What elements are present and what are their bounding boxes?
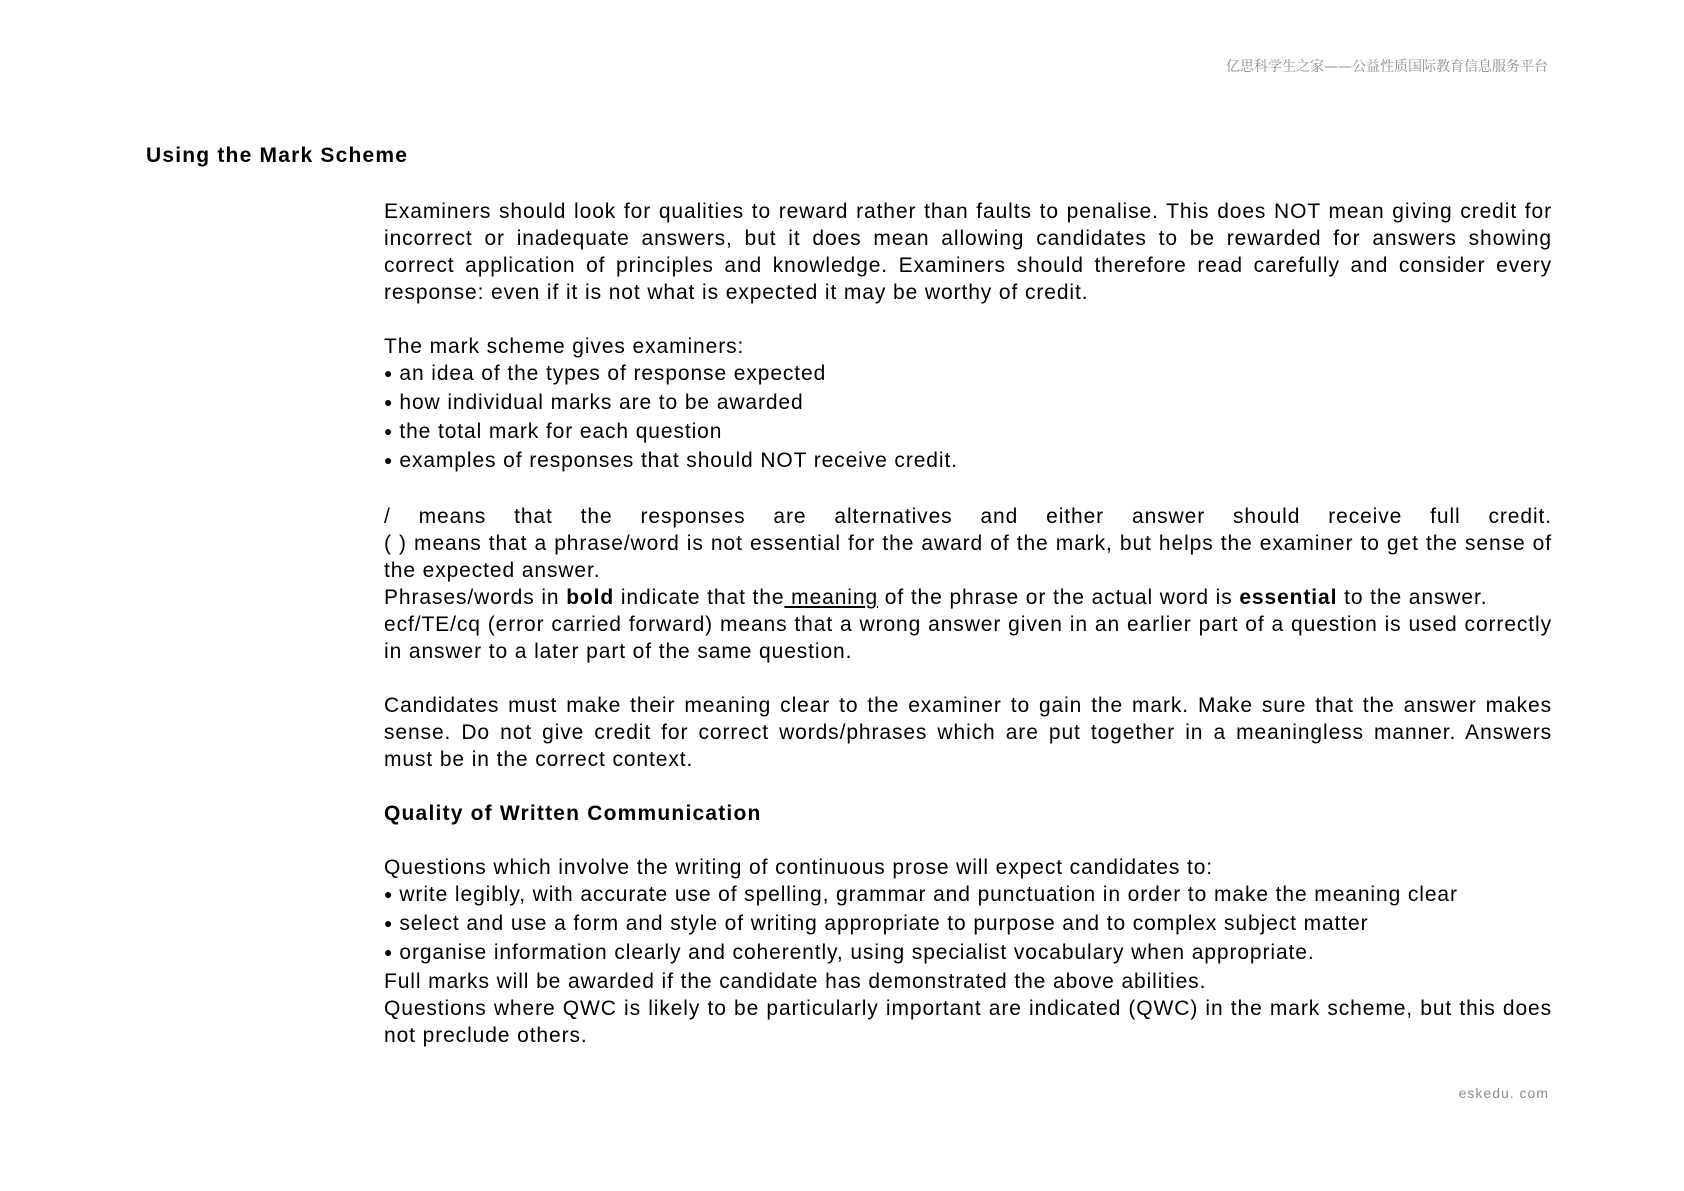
candidates-paragraph: Candidates must make their meaning clear to the examiner to gain the mark. Make sure that the answer makes sense. Do not give credit for correct words/phrases which are put together in a meaningless manner. Answers must be in the correct context.	[384, 694, 1552, 771]
header-watermark: 亿思科学生之家——公益性质国际教育信息服务平台	[1226, 59, 1548, 75]
intro-paragraph: Examiners should look for qualities to reward rather than faults to penalise. This does NOT mean giving credit for incorrect or inadequate answers, but it does mean allowing candidates to be rewarded for answers showing correct application of principles and knowledge. Examiners should therefore read carefully and consider every response: even if it is not what is expected it may be worthy of credit.	[384, 200, 1552, 304]
bullet-icon: ●	[384, 915, 394, 931]
page-content	[384, 198, 1552, 1049]
essential-word: essential	[1239, 586, 1338, 609]
qwc-title: Quality of Written Communication	[384, 802, 762, 825]
qwc-indicated: Questions where QWC is likely to be particularly important are indicated (QWC) in the mark scheme, but this does not preclude others.	[384, 997, 1552, 1047]
slash-convention: / means that the responses are alternatives and either answer should receive full credit.	[384, 505, 1552, 528]
section-title: Using the Mark Scheme	[146, 144, 409, 167]
meaning-word: meaning	[784, 586, 879, 609]
brackets-convention: ( ) means that a phrase/word is not essential for the award of the mark, but helps the examiner to get the sense of the expected answer.	[384, 532, 1552, 582]
bold-convention: Phrases/words in bold indicate that the meaning of the phrase or the actual word is essential to the answer.	[384, 586, 1488, 609]
bullet-icon: ●	[384, 944, 394, 960]
qwc-bullet: ● select and use a form and style of writing appropriate to purpose and to complex subject matter	[384, 912, 1369, 935]
ecf-convention: ecf/TE/cq (error carried forward) means that a wrong answer given in an earlier part of a question is used correctly in answer to a later part of the same question.	[384, 613, 1552, 663]
scheme-bullet: ● examples of responses that should NOT receive credit.	[384, 449, 958, 472]
qwc-lead: Questions which involve the writing of continuous prose will expect candidates to:	[384, 856, 1214, 879]
bullet-icon: ●	[384, 365, 394, 381]
bullet-icon: ●	[384, 452, 394, 468]
bullet-icon: ●	[384, 886, 394, 902]
scheme-lead: The mark scheme gives examiners:	[384, 335, 745, 358]
footer-watermark: eskedu. com	[1458, 1085, 1549, 1101]
bold-word: bold	[566, 586, 615, 609]
scheme-bullet: ● how individual marks are to be awarded	[384, 391, 804, 414]
scheme-bullet: ● an idea of the types of response expected	[384, 362, 827, 385]
bullet-icon: ●	[384, 394, 394, 410]
scheme-bullet: ● the total mark for each question	[384, 420, 723, 443]
qwc-bullet: ● write legibly, with accurate use of spelling, grammar and punctuation in order to make the meaning clear	[384, 883, 1458, 906]
qwc-full-marks: Full marks will be awarded if the candidate has demonstrated the above abilities.	[384, 970, 1207, 993]
bullet-icon: ●	[384, 423, 394, 439]
qwc-bullet: ● organise information clearly and coherently, using specialist vocabulary when appropriate.	[384, 941, 1315, 964]
